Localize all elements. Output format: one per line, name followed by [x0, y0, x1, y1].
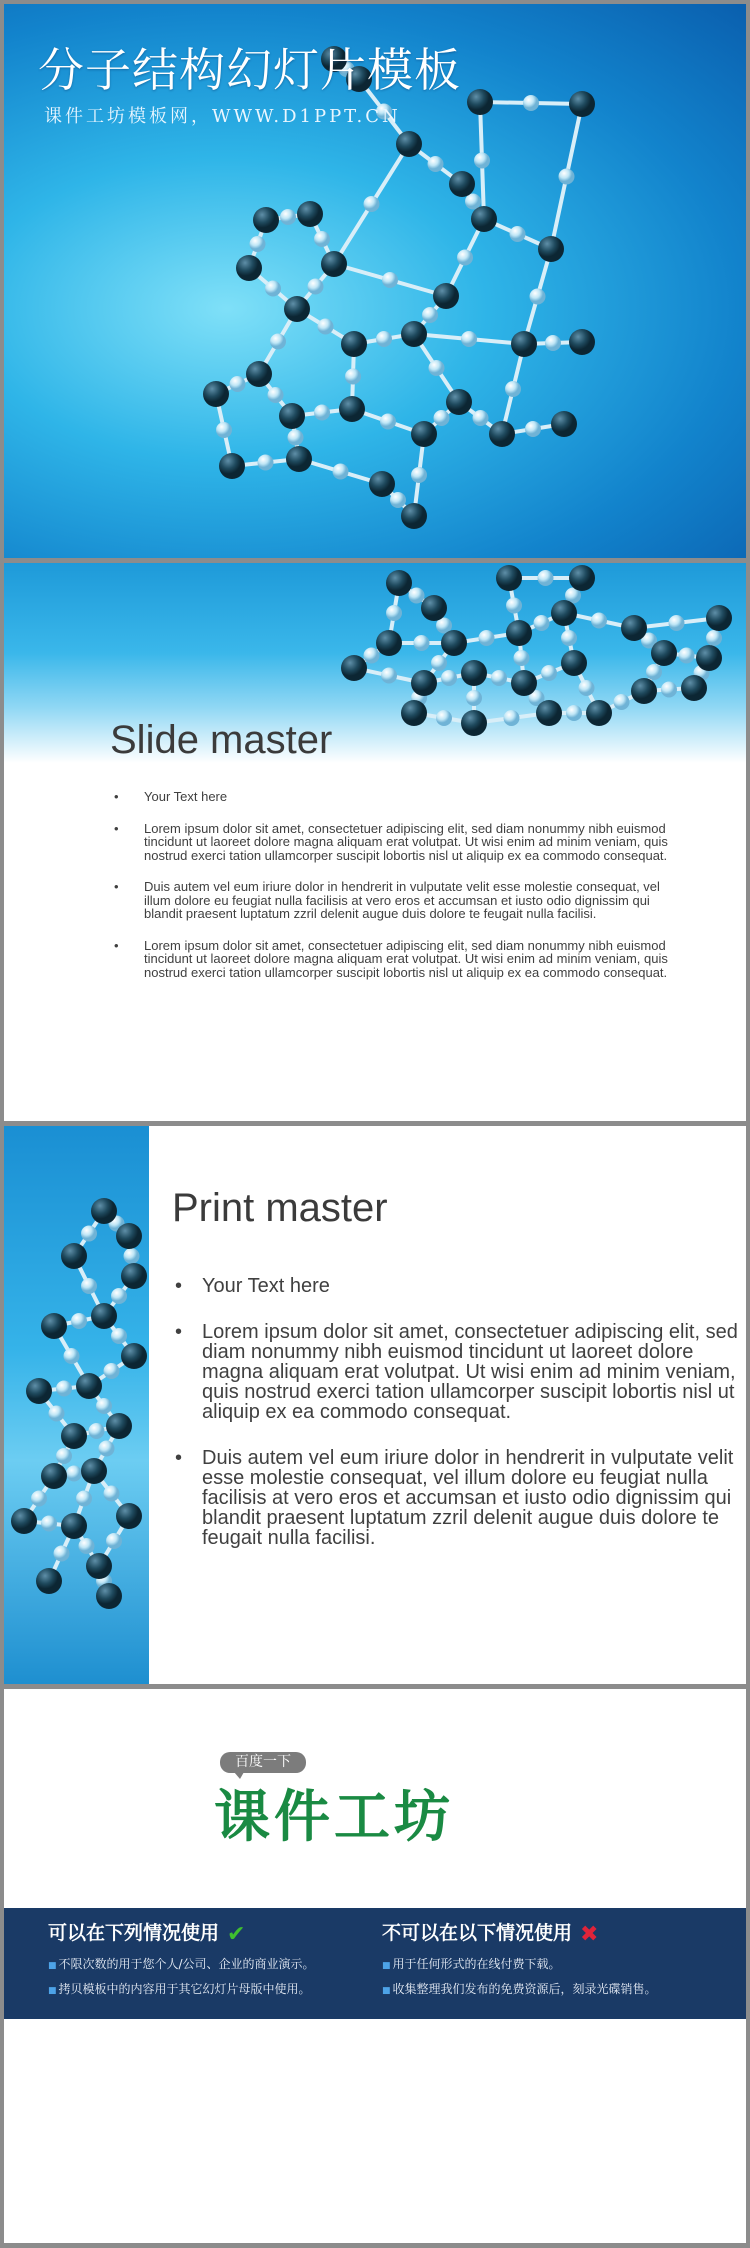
bullet-item: • Lorem ipsum dolor sit amet, consectetuer adipiscing elit, sed diam nonummy nibh euismod tincidunt ut laoreet dolore magna aliquam erat volutpat. Ut wisi enim ad minim veniam, quis nostrud exerci tation ullamcorper suscipit lobortis nisl ut aliquip ex ea commodo consequat. [144, 939, 674, 980]
print-master [4, 1126, 746, 1684]
slide-title-subtitle: 课件工坊模板网，WWW.D1PPT.CN [44, 106, 401, 127]
molecule-graphic [4, 1126, 149, 1684]
search-badge: 百度一下 [220, 1752, 306, 1773]
slide-master-title: Slide master [110, 718, 333, 762]
print-master-bullets [172, 1276, 742, 1574]
check-icon: ✔ [227, 1922, 246, 1947]
forbidden-column [382, 1918, 657, 2005]
bullet-item: • Duis autem vel eum iriure dolor in hendrerit in vulputate velit esse molestie consequat, vel illum dolore eu feugiat nulla facilisis at vero eros et accumsan et iusto odio dignissim qui blandit praesent luptatum zzril delenit augue duis dolore te feugait nulla facilisi. [202, 1448, 742, 1548]
forbidden-item: ■ 收集整理我们发布的免费资源后，刻录光碟销售。 [382, 1980, 657, 1997]
print-master-title: Print master [172, 1186, 388, 1230]
slide-title [4, 4, 746, 558]
cross-icon: ✖ [580, 1922, 599, 1947]
allowed-heading: 可以在下列情况使用 ✔ [48, 1922, 246, 1947]
bullet-item: • Duis autem vel eum iriure dolor in hendrerit in vulputate velit esse molestie consequat, vel illum dolore eu feugiat nulla facilisis at vero eros et accumsan et iusto odio dignissim qui blandit praesent luptatum zzril delenit augue duis dolore te feugait nulla facilisi. [144, 880, 674, 921]
usage-panel [4, 1908, 746, 2019]
forbidden-item: ■ 用于任何形式的在线付费下载。 [382, 1955, 657, 1972]
allowed-item: ■ 拷贝模板中的内容用于其它幻灯片母版中使用。 [48, 1980, 315, 1997]
allowed-item: ■ 不限次数的用于您个人/公司、企业的商业演示。 [48, 1955, 315, 1972]
bullet-item: • Lorem ipsum dolor sit amet, consectetuer adipiscing elit, sed diam nonummy nibh euismod tincidunt ut laoreet dolore magna aliquam erat volutpat. Ut wisi enim ad minim veniam, quis nostrud exerci tation ullamcorper suscipit lobortis nisl ut aliquip ex ea commodo consequat. [144, 822, 674, 863]
bullet-item: • Lorem ipsum dolor sit amet, consectetuer adipiscing elit, sed diam nonummy nibh euismod tincidunt ut laoreet dolore magna aliquam erat volutpat. Ut wisi enim ad minim veniam, quis nostrud exerci tation ullamcorper suscipit lobortis nisl ut aliquip ex ea commodo consequat. [202, 1322, 742, 1422]
slide-master-bullets [110, 790, 674, 997]
slide-master [4, 563, 746, 1121]
slide-title-heading: 分子结构幻灯片模板 [38, 43, 461, 97]
bullet-item: • Your Text here [144, 790, 674, 804]
bullet-item: • Your Text here [202, 1276, 742, 1296]
usage-slide [4, 1689, 746, 2243]
allowed-column [48, 1918, 315, 2005]
brand-logo: 课件工坊 [214, 1785, 454, 1850]
forbidden-heading: 不可以在以下情况使用 ✖ [382, 1922, 599, 1947]
